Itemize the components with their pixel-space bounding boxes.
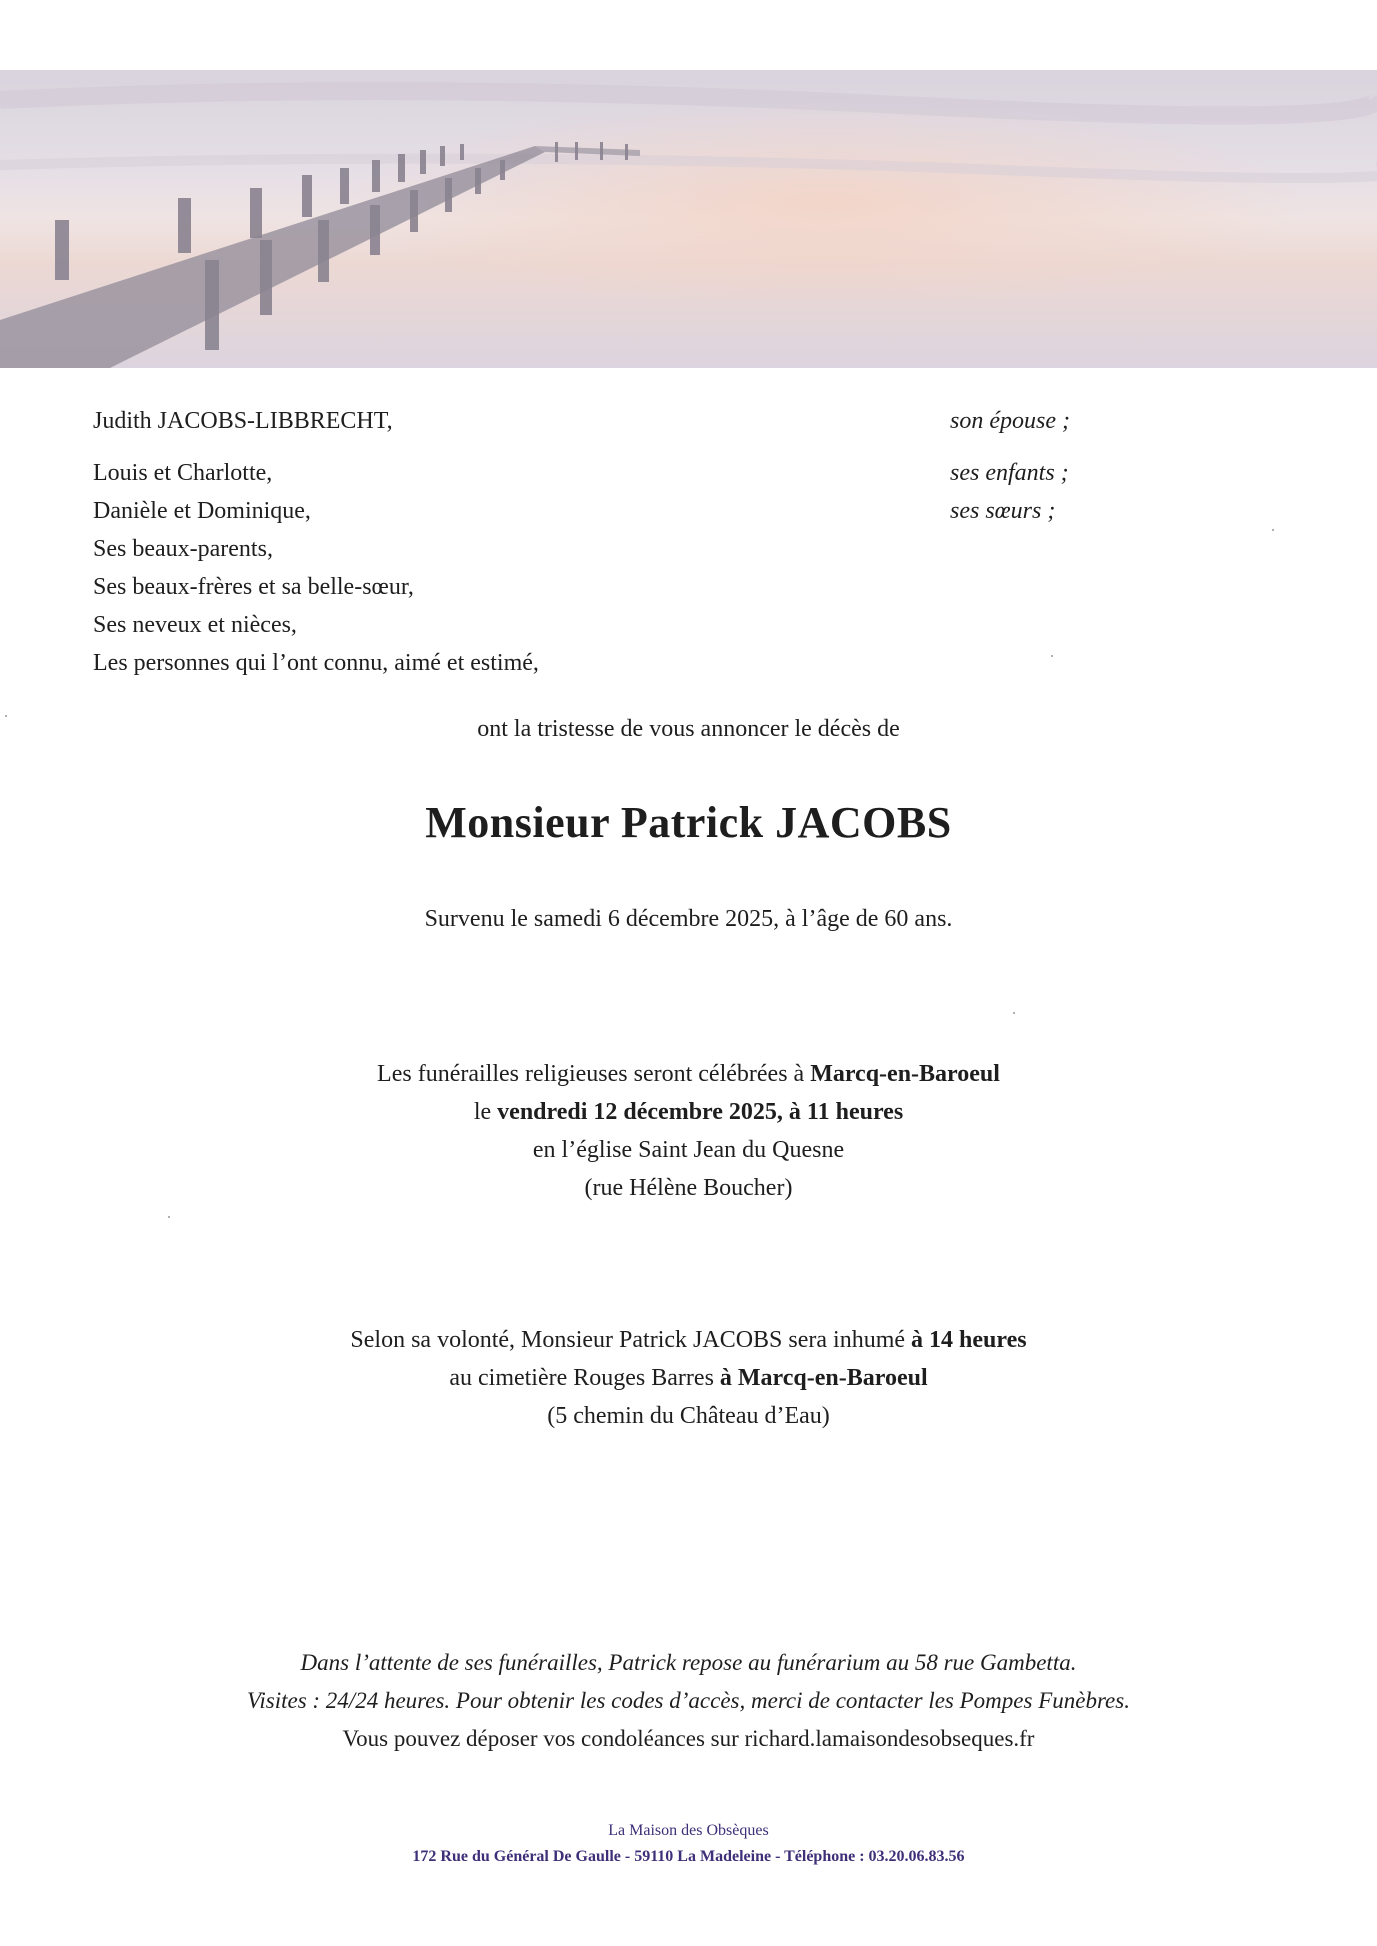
family-role: ses enfants ;	[950, 460, 1069, 486]
family-name: Ses beaux-parents,	[93, 536, 273, 562]
funeral-line-1: Les funérailles religieuses seront célébrées à Marcq-en-Baroeul	[377, 1061, 1000, 1087]
footer	[0, 1818, 1377, 1870]
family-list	[93, 402, 1093, 682]
visitation-note	[0, 1644, 1377, 1758]
burial-line-2: au cimetière Rouges Barres à Marcq-en-Baroeul	[449, 1365, 928, 1391]
scan-speck	[1013, 1012, 1015, 1014]
family-row	[93, 530, 1093, 568]
burial-line-1: Selon sa volonté, Monsieur Patrick JACOBS sera inhumé à 14 heures	[350, 1327, 1027, 1353]
burial-place: à Marcq-en-Baroeul	[719, 1365, 928, 1391]
family-name: Les personnes qui l’ont connu, aimé et estimé,	[93, 650, 539, 676]
family-role: ses sœurs ;	[950, 498, 1056, 524]
funeral-church: en l’église Saint Jean du Quesne	[532, 1137, 845, 1163]
deceased-name: Monsieur Patrick JACOBS	[425, 798, 952, 847]
pier-at-dawn-image	[0, 70, 1377, 368]
death-info: Survenu le samedi 6 décembre 2025, à l’âge de 60 ans.	[424, 906, 953, 932]
scan-speck	[5, 715, 7, 717]
family-role: son épouse ;	[950, 408, 1070, 434]
family-row	[93, 568, 1093, 606]
funeral-date: vendredi 12 décembre 2025, à 11 heures	[497, 1099, 904, 1125]
family-row	[93, 402, 1093, 440]
scan-speck	[1051, 655, 1053, 657]
family-row	[93, 644, 1093, 682]
footer-company: La Maison des Obsèques	[608, 1822, 769, 1839]
funeral-line-2: le vendredi 12 décembre 2025, à 11 heures	[473, 1099, 904, 1125]
note-line-2: Visites : 24/24 heures. Pour obtenir les codes d’accès, merci de contacter les Pompes Funèbres.	[247, 1688, 1130, 1713]
family-name: Danièle et Dominique,	[93, 498, 311, 524]
funeral-street: (rue Hélène Boucher)	[584, 1175, 793, 1201]
burial-address: (5 chemin du Château d’Eau)	[547, 1403, 830, 1429]
scan-speck	[1272, 529, 1274, 531]
burial-block	[0, 1321, 1377, 1435]
family-name: Ses beaux-frères et sa belle-sœur,	[93, 574, 414, 600]
condolences-line: Vous pouvez déposer vos condoléances sur richard.lamaisondesobseques.fr	[342, 1726, 1035, 1751]
burial-time: à 14 heures	[911, 1327, 1027, 1353]
family-row	[93, 454, 1093, 492]
family-name: Louis et Charlotte,	[93, 460, 273, 486]
family-name: Judith JACOBS-LIBBRECHT,	[93, 408, 393, 434]
note-line-1: Dans l’attente de ses funérailles, Patrick repose au funérarium au 58 rue Gambetta.	[300, 1650, 1077, 1675]
footer-address: 172 Rue du Général De Gaulle - 59110 La Madeleine - Téléphone : 03.20.06.83.56	[412, 1848, 965, 1865]
funeral-block	[0, 1055, 1377, 1207]
announcement-text: ont la tristesse de vous annoncer le décès de	[477, 716, 900, 742]
family-row	[93, 606, 1093, 644]
family-row	[93, 492, 1093, 530]
scan-speck	[168, 1216, 170, 1218]
funeral-place: Marcq-en-Baroeul	[810, 1061, 1000, 1087]
family-name: Ses neveux et nièces,	[93, 612, 297, 638]
